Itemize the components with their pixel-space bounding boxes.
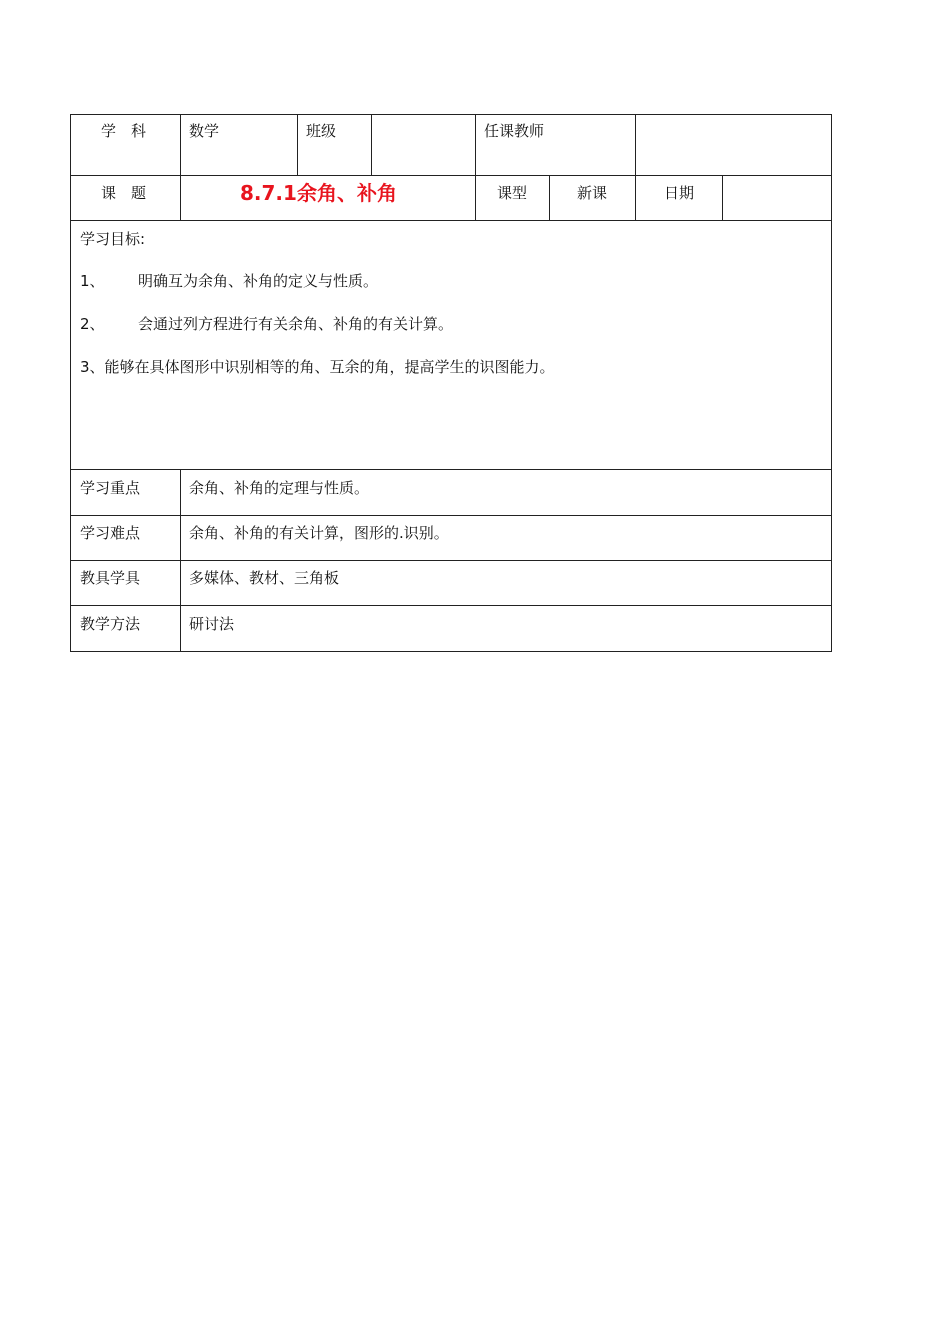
- objective-number: 1、: [80, 272, 105, 290]
- table-bottom-border: [70, 651, 832, 652]
- objective-text: 会通过列方程进行有关余角、补角的有关计算。: [138, 315, 454, 333]
- key-points-value: 余角、补角的定理与性质。: [189, 479, 370, 497]
- difficulties-label: 学习难点: [80, 524, 141, 542]
- row-divider: [70, 605, 832, 606]
- teacher-label: 任课教师: [484, 122, 545, 140]
- key-points-label: 学习重点: [80, 479, 141, 497]
- cell-divider: [549, 175, 550, 221]
- teaching-method-value: 研讨法: [189, 615, 235, 633]
- date-label: 日期: [664, 184, 695, 202]
- table-right-border: [831, 114, 832, 652]
- row-divider: [70, 560, 832, 561]
- row-divider: [70, 220, 832, 221]
- cell-divider: [475, 114, 476, 221]
- row-divider: [70, 175, 832, 176]
- objectives-heading: 学习目标:: [80, 230, 146, 248]
- row-divider: [70, 469, 832, 470]
- subject-label: 学 科: [101, 122, 147, 140]
- lesson-type-value: 新课: [577, 184, 608, 202]
- cell-divider: [180, 114, 181, 221]
- objective-text: 明确互为余角、补角的定义与性质。: [138, 272, 379, 290]
- cell-divider: [635, 114, 636, 221]
- table-top-border: [70, 114, 832, 115]
- table-left-border: [70, 114, 71, 652]
- teaching-method-label: 教学方法: [80, 615, 141, 633]
- class-label: 班级: [306, 122, 337, 140]
- teaching-aids-label: 教具学具: [80, 569, 141, 587]
- row-divider: [70, 515, 832, 516]
- objective-text: 3、能够在具体图形中识别相等的角、互余的角，提高学生的识图能力。: [80, 358, 555, 376]
- objective-number: 2、: [80, 315, 105, 333]
- difficulties-value: 余角、补角的有关计算，图形的.识别。: [189, 524, 449, 542]
- cell-divider: [180, 469, 181, 652]
- subject-value: 数学: [189, 122, 220, 140]
- lesson-type-label: 课型: [497, 184, 528, 202]
- topic-title: 8.7.1余角、补角: [240, 181, 397, 205]
- cell-divider: [371, 114, 372, 176]
- cell-divider: [297, 114, 298, 176]
- teaching-aids-value: 多媒体、教材、三角板: [189, 569, 340, 587]
- cell-divider: [722, 175, 723, 221]
- topic-label: 课 题: [101, 184, 147, 202]
